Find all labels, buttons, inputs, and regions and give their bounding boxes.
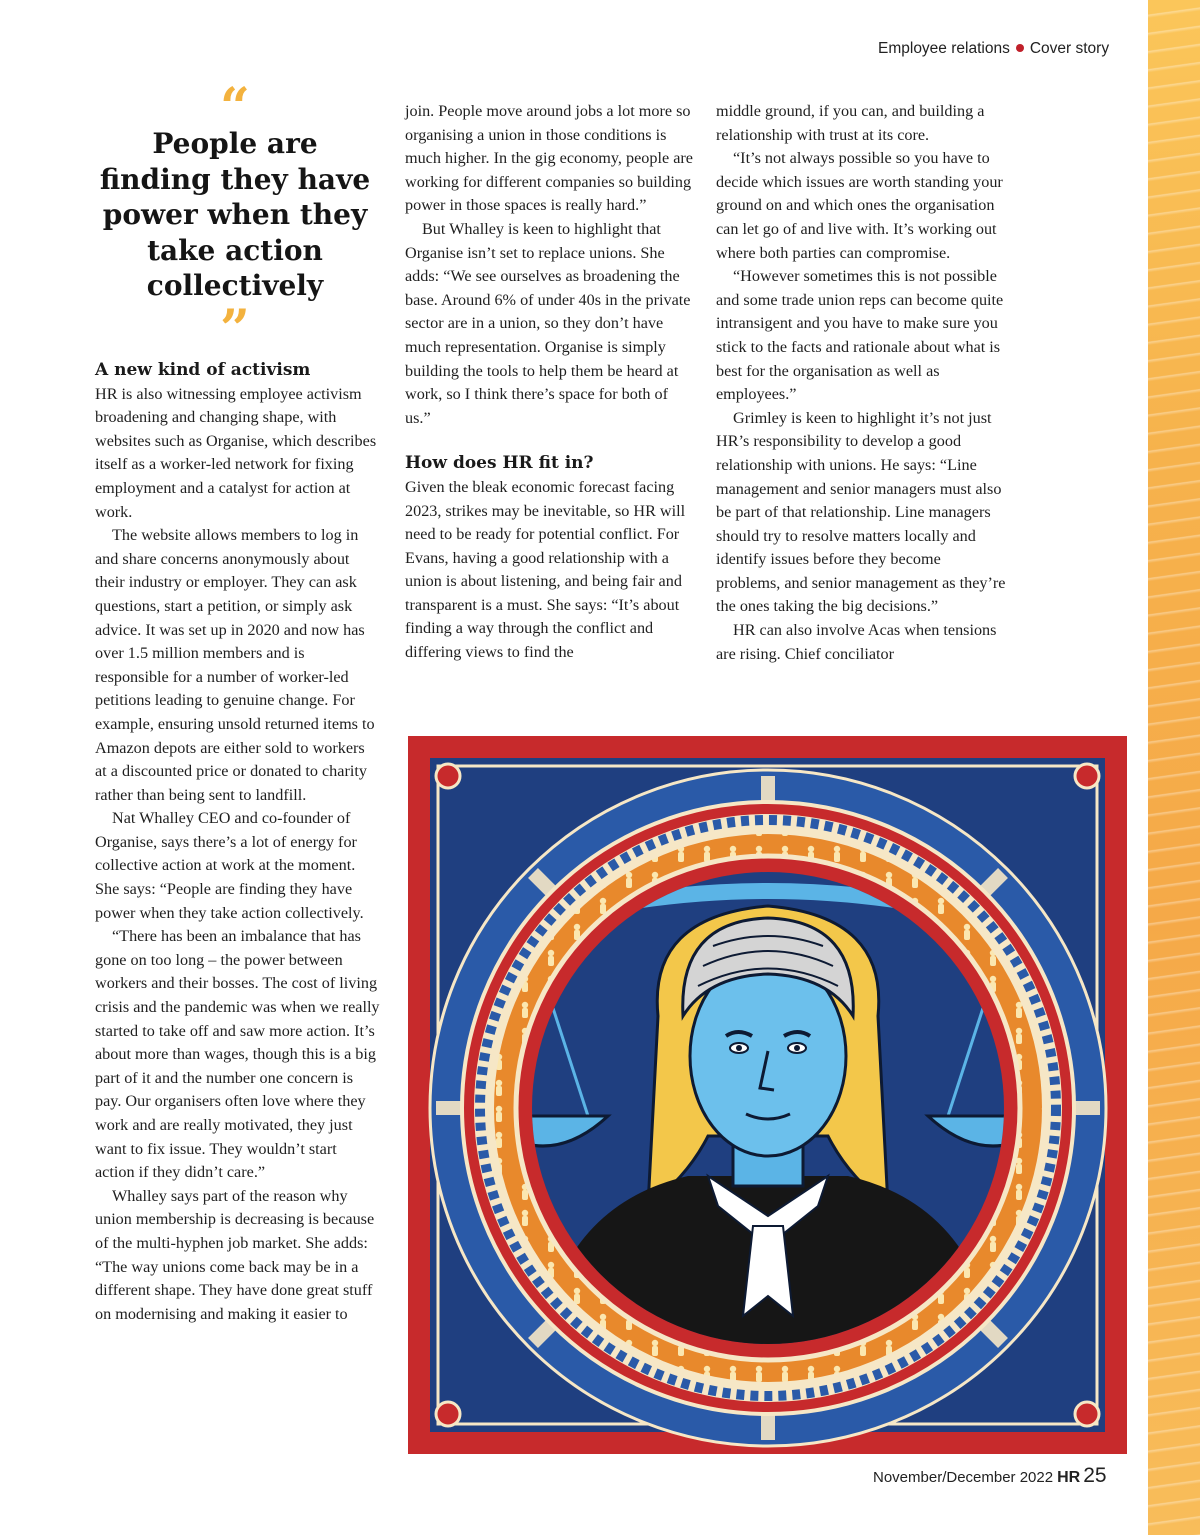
section-label: Employee relations: [878, 40, 1010, 57]
paragraph: Grimley is keen to highlight it’s not just HR’s responsibility to develop a good relationship with unions. He says: “Line management and senior managers must also be part of that relationship. Line managers should try to resolve matters locally and identify issues before they become problems, and senior management as they’re the ones taking the big decisions.”: [716, 408, 1006, 616]
paragraph: The website allows members to log in and share concerns anonymously about their industry or employer. They can ask questions, start a petition, or simply ask advice. It was set up in 2020 and now has over 1.5 million members and is responsible for a number of worker-led petitions leading to genuine change. For example, ensuring unsold returned items to Amazon depots are either sold to workers at a discounted price or donated to charity rather than being sent to landfill.: [95, 526, 375, 804]
issue-date: November/December 2022: [873, 1469, 1054, 1486]
page-footer: [873, 1464, 1107, 1488]
paragraph: But Whalley is keen to highlight that Organise isn’t set to replace unions. She adds: “We see ourselves as broadening the base. Around 6% of under 40s in the private sector are in a union, so they don’t have much representation. Organise is simply building the tools to help them be heard at work, so I think there’s space for both of us.”: [405, 219, 691, 427]
pull-quote: [95, 77, 375, 360]
paragraph: Given the bleak economic forecast facing 2023, strikes may be inevitable, so HR will need to be ready for potential conflict. For Evans, having a good relationship with a union is about listening, and being fair and transparent is a must. She says: “It’s about finding a way through the conflict and differing views to find the: [405, 477, 686, 662]
article-column-1: [95, 359, 380, 1326]
paragraph: “It’s not always possible so you have to decide which issues are worth standing your ground on and which ones the organisation can let go of and live with. It’s working out where both parties can compromise.: [716, 149, 1003, 262]
open-quote-icon: “: [220, 77, 250, 138]
running-header: [878, 40, 1109, 58]
paragraph: “There has been an imbalance that has gone on too long – the power between workers and their bosses. The cost of living crisis and the pandemic was when we really started to take off and saw more action. It’s about more than wages, though this is a big part of it and the number one concern is pay. Our organisers often love where they work and are really motivated, they just want to fix issue. They wouldn’t start action if they didn’t care.”: [95, 927, 380, 1182]
subheading-hr-fit: How does HR fit in?: [405, 453, 594, 474]
pull-quote-text: People are finding they have power when they take action collectively: [99, 127, 371, 302]
decorative-page-edge: [1148, 0, 1200, 1535]
paragraph: Whalley says part of the reason why union membership is decreasing is because of the multi-hyphen job market. She adds: “The way unions come back may be in a different shape. They have done great stuff on modernising and making it easier to: [95, 1186, 375, 1323]
paragraph: middle ground, if you can, and building a relationship with trust at its core.: [716, 102, 985, 144]
paragraph: HR is also witnessing employee activism broadening and changing shape, with websites such as Organise, which describes itself as a worker-led network for fixing employment and a catalyst for action at work.: [95, 384, 377, 521]
article-column-3: [716, 100, 1006, 666]
magazine-logo: HR: [1057, 1469, 1081, 1486]
paragraph: Nat Whalley CEO and co-founder of Organise, says there’s a lot of energy for collective action at work at the moment. She says: “People are finding they have power when they take action collectively.: [95, 809, 364, 922]
page-number: 25: [1083, 1464, 1107, 1487]
judge-illustration: [408, 736, 1127, 1454]
article-column-2: [405, 100, 693, 665]
paragraph: HR can also involve Acas when tensions are rising. Chief conciliator: [716, 621, 997, 663]
close-quote-icon: ”: [220, 298, 250, 360]
paragraph: join. People move around jobs a lot more so organising a union in those conditions is much higher. In the gig economy, people are working for different companies so building power in those spaces is really hard.”: [405, 102, 693, 215]
story-type-label: Cover story: [1029, 40, 1110, 57]
bullet-dot-icon: [1016, 44, 1024, 52]
subheading-activism: A new kind of activism: [95, 360, 311, 380]
paragraph: “However sometimes this is not possible and some trade union reps can become quite intransigent and you have to make sure you stick to the facts and rationale about what is best for the organisation as well as employees.”: [716, 267, 1004, 404]
